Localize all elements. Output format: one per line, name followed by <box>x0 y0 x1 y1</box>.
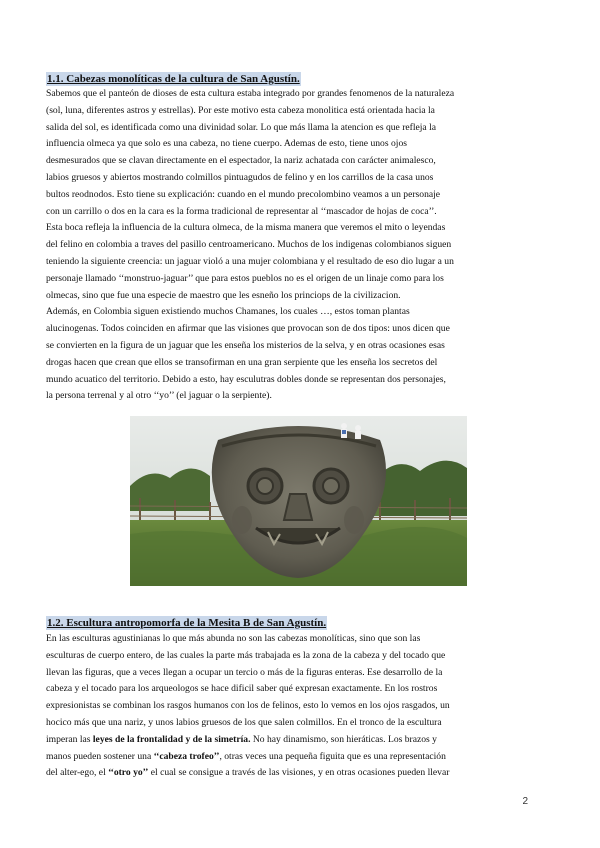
text-line: alucinogenas. Todos coinciden en afirmar que las visiones que provocan son de dos tipos: unos dicen que <box>46 323 450 335</box>
section-heading: 1.1. Cabezas monolíticas de la cultura de San Agustín. <box>47 73 300 85</box>
text-line: del alter-ego, el ‘‘otro yo’’ el cual se consigue a través de las visiones, y en otras ocasiones pueden llevar <box>46 767 450 779</box>
text-line: olmecas, sino que fue una especie de maestro que les esneño los princiops de la civilizacion. <box>46 289 401 301</box>
text-line: manos pueden sostener una ‘‘cabeza trofeo’’, otras veces una pequeña figuita que es una representación <box>46 750 446 762</box>
text-line: llevan las figuras, que a veces llegan a ocupar un tercio o más de la figuras enteras. Ese desarrollo de la <box>46 666 443 678</box>
text-line: personaje llamado ‘‘monstruo-jaguar’’ que para estos pueblos no es el origen de un linaje como para los <box>46 272 444 284</box>
text-line: del felino en colombia a traves del pasillo centroamericano. Muchos de los indigenas colombianos siguen <box>46 239 452 251</box>
text-line: drogas hacen que crean que ellos se transofirman en una gran serpiente que les enseña los secretos del <box>46 356 438 368</box>
text-line: desmesurados que se clavan directamente en el espectador, la nariz achatada con carácter animalesco, <box>46 155 436 167</box>
text-line: la persona terrenal y al otro ‘‘yo’’ (el jaguar o la serpiente). <box>46 390 272 402</box>
page-number: 2 <box>522 796 528 807</box>
text-line: En las esculturas agustinianas lo que más abunda no son las cabezas monolíticas, sino que son las <box>46 633 421 644</box>
text-line: con un carrillo o dos en la cara es la forma tradicional de representar al ‘‘mascador de hojas de coca’’. <box>46 205 437 217</box>
text-line: Sabemos que el panteón de dioses de esta cultura estaba integrado por grandes fenomenos de la naturaleza <box>46 88 455 99</box>
text-line: teniendo la siguiente creencia: un jaguar violó a una mujer colombiana y el resultado de eso dio lugar a un <box>46 255 454 267</box>
text-line: bultos reodnodos. Esto tiene su explicación: cuando en el mundo precolombino veamos a un personaje <box>46 188 441 200</box>
text-line: cabeza y el tocado para los arqueologos se hace dificil saber qué expresan exactamente. En los rostros <box>46 683 438 695</box>
text-line: se convierten en la figura de un jaguar que les enseña los misterios de la selva, y en otras ocasiones esas <box>46 339 445 351</box>
section-paragraph <box>46 631 558 782</box>
emphasis-text: leyes de la frontalidad y de la simetría. <box>92 733 251 745</box>
text-line: (sol, luna, diferentes astros y estrellas). Por este motivo esta cabeza monolitica está orientada hacia la <box>46 104 435 116</box>
emphasis-text: ‘‘otro yo’’ <box>108 767 149 779</box>
text-line: salida del sol, es identificada como una divinidad solar. Lo que más llama la atencion es que refleja la <box>46 121 437 133</box>
text-line: hocico más que una nariz, y unos labios gruesos de los que salen colmillos. En el tronco de la escultura <box>46 716 442 728</box>
text-line: imperan las leyes de la frontalidad y de la simetría. No hay dinamismo, son hieráticas. Los brazos y <box>46 733 437 745</box>
section-paragraph <box>46 86 558 405</box>
text-line: expresionistas se combinan los rasgos humanos con los de felinos, esto lo vemos en los ojos rasgados, un <box>46 700 450 712</box>
text-line: Además, en Colombia siguen existiendo muchos Chamanes, los cuales …, estos toman plantas <box>46 306 410 318</box>
section-heading: 1.2. Escultura antropomorfa de la Mesita B de San Agustín. <box>47 617 327 629</box>
text-line: labios gruesos y abiertos mostrando colmillos pintuagudos de felino y en los carrillos de la casa unos <box>46 171 434 183</box>
stone-head-photo <box>130 416 467 586</box>
emphasis-text: ‘‘cabeza trofeo’’ <box>153 750 220 762</box>
text-line: mundo acuatico del territorio. Debido a esto, hay esculutras dobles donde se representan dos personajes, <box>46 373 446 385</box>
text-line: Esta boca refleja la influencia de la cultura olmeca, de la misma manera que veremos el mito o leyendas <box>46 222 446 234</box>
text-line: esculturas de cuerpo entero, de las cuales la parte más trabajada es la zona de la cabeza y del tocado que <box>46 649 446 661</box>
text-line: influencia olmeca ya que solo es una cabeza, no tiene cuerpo. Ademas de esto, tiene unos ojos <box>46 138 407 150</box>
